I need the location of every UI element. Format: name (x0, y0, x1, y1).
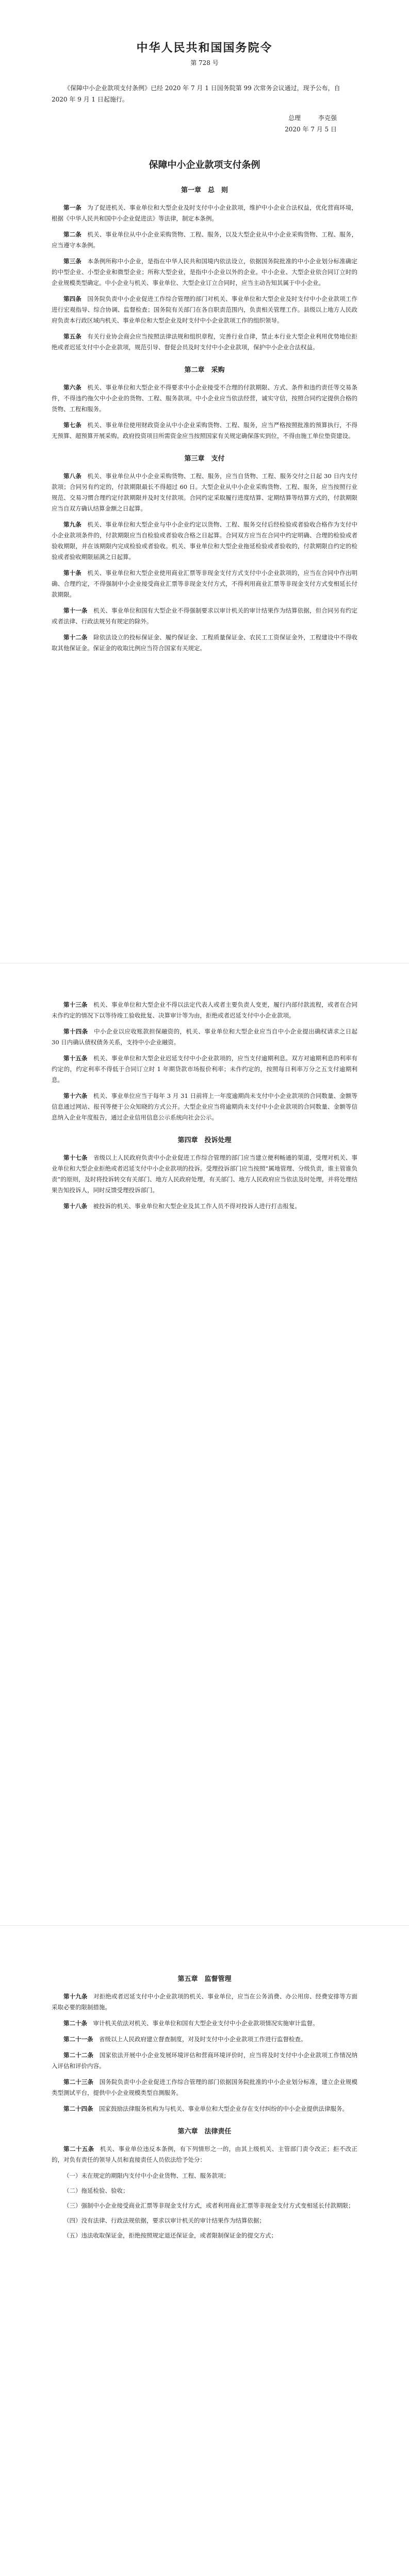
article-text: 机关、事业单位和大型企业使用商业汇票等非现金支付方式支付中小企业款项的，应当在合同中作出明确、合理约定，不得强制中小企业接受商业汇票等非现金支付方式，不得利用商业汇票等非现金支付方式变相延长付款期限。 (52, 569, 358, 598)
signature-date: 2020 年 7 月 5 日 (285, 126, 337, 133)
article-text: 机关、事业单位和大型企业不得以法定代表人或者主要负责人变更，履行内部付款流程，或者在合同未作约定的情况下以等待竣工验收批复、决算审计等为由，拒绝或者迟延支付中小企业款项。 (52, 1001, 358, 1019)
article-text: 机关、事业单位和大型企业迟延支付中小企业款项的，应当支付逾期利息。双方对逾期利息的利率有约定的，约定利率不得低于合同订立时 1 年期贷款市场报价利率；未作约定的，按照每日利率万分之五支付逾期利息。 (52, 1055, 358, 1083)
article (52, 1053, 357, 1086)
article (52, 2077, 357, 2098)
list-item: （一）未在规定的期限内支付中小企业货物、工程、服务款项； (63, 2172, 230, 2179)
article-number: 第十七条 (63, 1154, 88, 1161)
article-number: 第二十一条 (63, 2036, 93, 2043)
article-number: 第十四条 (63, 1028, 88, 1035)
article-text: 为了促进机关、事业单位和大型企业及时支付中小企业款项，维护中小企业合法权益，优化营商环境，根据《中华人民共和国中小企业促进法》等法律，制定本条例。 (52, 204, 358, 222)
article-text: 被投诉的机关、事业单位和大型企业及其工作人员不得对投诉人进行打击报复。 (93, 1202, 301, 1210)
article (52, 256, 357, 289)
article-text: 国务院负责中小企业促进工作综合管理的部门依据国务院批准的中小企业划分标准，建立企业规模类型测试平台，提供中小企业规模类型自测服务。 (52, 2078, 358, 2096)
chapter-heading: 第四章 投诉处理 (177, 1137, 232, 1144)
chapter-heading: 第六章 法律责任 (177, 2128, 232, 2136)
article-text: 机关、事业单位和国有大型企业不得强制要求以审计机关的审计结果作为结算依据，但合同另有约定或者法律、行政法规另有规定的除外。 (52, 607, 358, 625)
article-number: 第十九条 (63, 1993, 88, 2000)
article-number: 第十一条 (63, 607, 88, 614)
article (52, 382, 357, 415)
page-2 (0, 963, 409, 1925)
article (52, 2144, 357, 2165)
article (52, 294, 357, 326)
order-title: 中华人民共和国国务院令 (136, 42, 273, 55)
article-text: 机关、事业单位使用财政资金从中小企业采购货物、工程、服务，应当严格按照批准的预算执行，不得无预算、超预算开展采购。政府投资项目所需资金应当按照国家有关规定确保落实到位，不得由施工单位垫资建设。 (52, 421, 358, 439)
article-text: 审计机关依法对机关、事业单位和国有大型企业支付中小企业款项情况实施审计监督。 (93, 2020, 319, 2027)
article-text: 国务院负责中小企业促进工作综合管理的部门对机关、事业单位和大型企业及时支付中小企业款项工作进行宏观指导、综合协调、监督检查；国务院有关部门在各自职责范围内，负责相关管理工作。县级以上地方人民政府负责本行政区域内机关、事业单位和大型企业及时支付中小企业款项工作的组织领导。 (52, 295, 358, 324)
article-number: 第三条 (63, 258, 81, 265)
article-text: 机关、事业单位从中小企业采购货物、工程、服务，应当自货物、工程、服务交付之日起 30 日内支付款项；合同另有约定的，付款期限最长不得超过 60 日。大型企业从中小企业采购货物、工程、服务，应当按照行业规范、交易习惯合理约定付款期限并及时支付款项。合同约定采取履行进度结算、定期结算等结算方式的，付款期限应当自双方确认结算金额之日起算。 (52, 472, 357, 512)
article (52, 2034, 357, 2045)
page-1 (0, 0, 409, 963)
article-number: 第十条 (63, 569, 81, 577)
article-number: 第二十条 (63, 2020, 87, 2027)
article (52, 331, 357, 353)
article (52, 568, 357, 600)
article (52, 1153, 357, 1196)
article-number: 第四条 (63, 295, 81, 302)
article (52, 1026, 357, 1048)
article (52, 2018, 357, 2029)
article-number: 第二十五条 (63, 2145, 94, 2153)
article-text: 省级以上人民政府建立督查制度，对及时支付中小企业款项工作进行监督检查。 (99, 2036, 307, 2043)
article-number: 第二条 (63, 231, 81, 238)
article-text: 中小企业以应收账款担保融资的，机关、事业单位和大型企业应当自中小企业提出确权请求之日起 30 日内确认债权债务关系，支持中小企业融资。 (52, 1028, 358, 1046)
chapter-heading: 第五章 监督管理 (177, 1975, 232, 1983)
article-number: 第七条 (63, 421, 81, 429)
list-item: （五）违法收取保证金，拒绝按照规定退还保证金，或者限制保证金的提交方式； (63, 2232, 277, 2239)
article-text: 对拒绝或者迟延支付中小企业款项的机关、事业单位，应当在公务消费、办公用房、经费安排等方面采取必要的限制措施。 (52, 1993, 358, 2011)
article-number: 第十六条 (63, 1092, 88, 1099)
article-text: 机关、事业单位应当于每年 3 月 31 日前将上一年度逾期尚未支付中小企业款项的合同数量、金额等信息通过网站、报刊等便于公众知晓的方式公开。大型企业应当将逾期尚未支付中小企业款项的合同数量、金额等信息纳入企业年度报告，通过企业信用信息公示系统向社会公示。 (52, 1092, 357, 1121)
article-number: 第八条 (63, 472, 81, 480)
chapter-heading: 第三章 支付 (184, 455, 225, 463)
article-number: 第十二条 (63, 634, 88, 641)
article-text: 机关、事业单位和大型企业与中小企业约定以货物、工程、服务交付后经检验或者验收合格作为支付中小企业款项条件的，付款期限应当自检验或者验收合格之日起算。合同双方应当在合同中约定明确、合理的检验或者验收期限，并在该期限内完成检验或者验收。机关、事业单位和大型企业拖延检验或者验收的，付款期限自约定的检验或者验收期限届满之日起算。 (52, 521, 358, 561)
order-number: 第 728 号 (190, 59, 219, 66)
article-number: 第五条 (63, 333, 81, 340)
list-item: （三）强制中小企业接受商业汇票等非现金支付方式，或者利用商业汇票等非现金支付方式变相延长付款期限； (63, 2202, 354, 2209)
article-number: 第十五条 (63, 1055, 88, 1062)
article (52, 519, 357, 563)
article (52, 1201, 357, 1212)
article-number: 第一条 (63, 204, 81, 211)
article-text: 机关、事业单位违反本条例，有下列情形之一的，由其上级机关、主管部门责令改正；拒不改正的，对负有责任的领导人员和直接责任人员依法给予处分： (52, 2145, 358, 2163)
regulation-title: 保障中小企业款项支付条例 (149, 160, 260, 171)
article (52, 1991, 357, 2013)
list-item: （二）拖延检验、验收； (63, 2187, 129, 2194)
article (52, 2050, 357, 2072)
article-text: 机关、事业单位和大型企业不得要求中小企业接受不合理的付款期限、方式、条件和违约责任等交易条件，不得违约拖欠中小企业的货物、工程、服务款项。中小企业应当依法经营，诚实守信，按照合同约定提供合格的货物、工程和服务。 (52, 384, 358, 413)
article (52, 202, 357, 224)
article-text: 省级以上人民政府负责中小企业促进工作综合管理的部门应当建立便利畅通的渠道，受理对机关、事业单位和大型企业拒绝或者迟延支付中小企业款项的投诉。受理投诉部门应当按照“属地管理、分级负责，谁主管谁负责”的原则，及时将投诉转交有关部门、地方人民政府处理，有关部门、地方人民政府应当依法及时处理，并将处理结果告知投诉人，同时反馈受理投诉部门。 (52, 1154, 358, 1194)
page-3 (0, 1925, 409, 2576)
chapter-heading: 第二章 采购 (184, 366, 225, 374)
chapter-heading: 第一章 总 则 (181, 187, 228, 194)
article (52, 2104, 357, 2114)
article (52, 632, 357, 654)
signature-name: 李克强 (318, 114, 337, 122)
article-number: 第二十四条 (63, 2105, 93, 2112)
article (52, 999, 357, 1021)
article (52, 605, 357, 627)
article (52, 1091, 357, 1123)
article-text: 本条例所称中小企业，是指在中华人民共和国境内依法设立，依据国务院批准的中小企业划分标准确定的中型企业、小型企业和微型企业；所称大型企业，是指中小企业以外的企业。中小企业、大型企业依合同订立时的企业规模类型确定。中小企业与机关、事业单位、大型企业订立合同时，应当主动告知其属于中小企业。 (52, 258, 358, 286)
article-number: 第六条 (63, 384, 81, 391)
article-text: 有关行业协会商会应当按照法律法规和组织章程，完善行业自律，禁止本行业大型企业利用优势地位拒绝或者迟延支付中小企业款项，规范引导、督促会员及时支付中小企业款项，保护中小企业合法权益。 (52, 333, 358, 351)
article-text: 国家鼓励法律服务机构为与机关、事业单位和大型企业存在支付纠纷的中小企业提供法律服务。 (99, 2105, 348, 2112)
preamble: 《保障中小企业款项支付条例》已经 2020 年 7 月 1 日国务院第 99 次常务会议通过，现予公布，自 2020 年 9 月 1 日起施行。 (52, 84, 340, 103)
article (52, 420, 357, 442)
article-text: 机关、事业单位从中小企业采购货物、工程、服务，以及大型企业从中小企业采购货物、工程、服务，应当遵守本条例。 (52, 231, 358, 249)
article-text: 除依法设立的投标保证金、履约保证金、工程质量保证金、农民工工资保证金外，工程建设中不得收取其他保证金。保证金的收取比例应当符合国家有关规定。 (52, 634, 358, 652)
article (52, 229, 357, 251)
list-item: （四）没有法律、行政法规依据，要求以审计机关的审计结果作为结算依据； (63, 2217, 265, 2224)
article-text: 国家依法开展中小企业发展环境评估和营商环境评价时，应当将及时支付中小企业款项工作情况纳入评估和评价内容。 (52, 2052, 358, 2070)
article-number: 第十三条 (63, 1001, 88, 1008)
article-number: 第十八条 (63, 1202, 87, 1210)
article-number: 第二十二条 (63, 2052, 94, 2059)
article (52, 471, 357, 514)
article-number: 第九条 (63, 521, 81, 528)
signature-role: 总理 (288, 114, 301, 122)
article-number: 第二十三条 (63, 2078, 94, 2086)
signature-line (52, 112, 357, 124)
